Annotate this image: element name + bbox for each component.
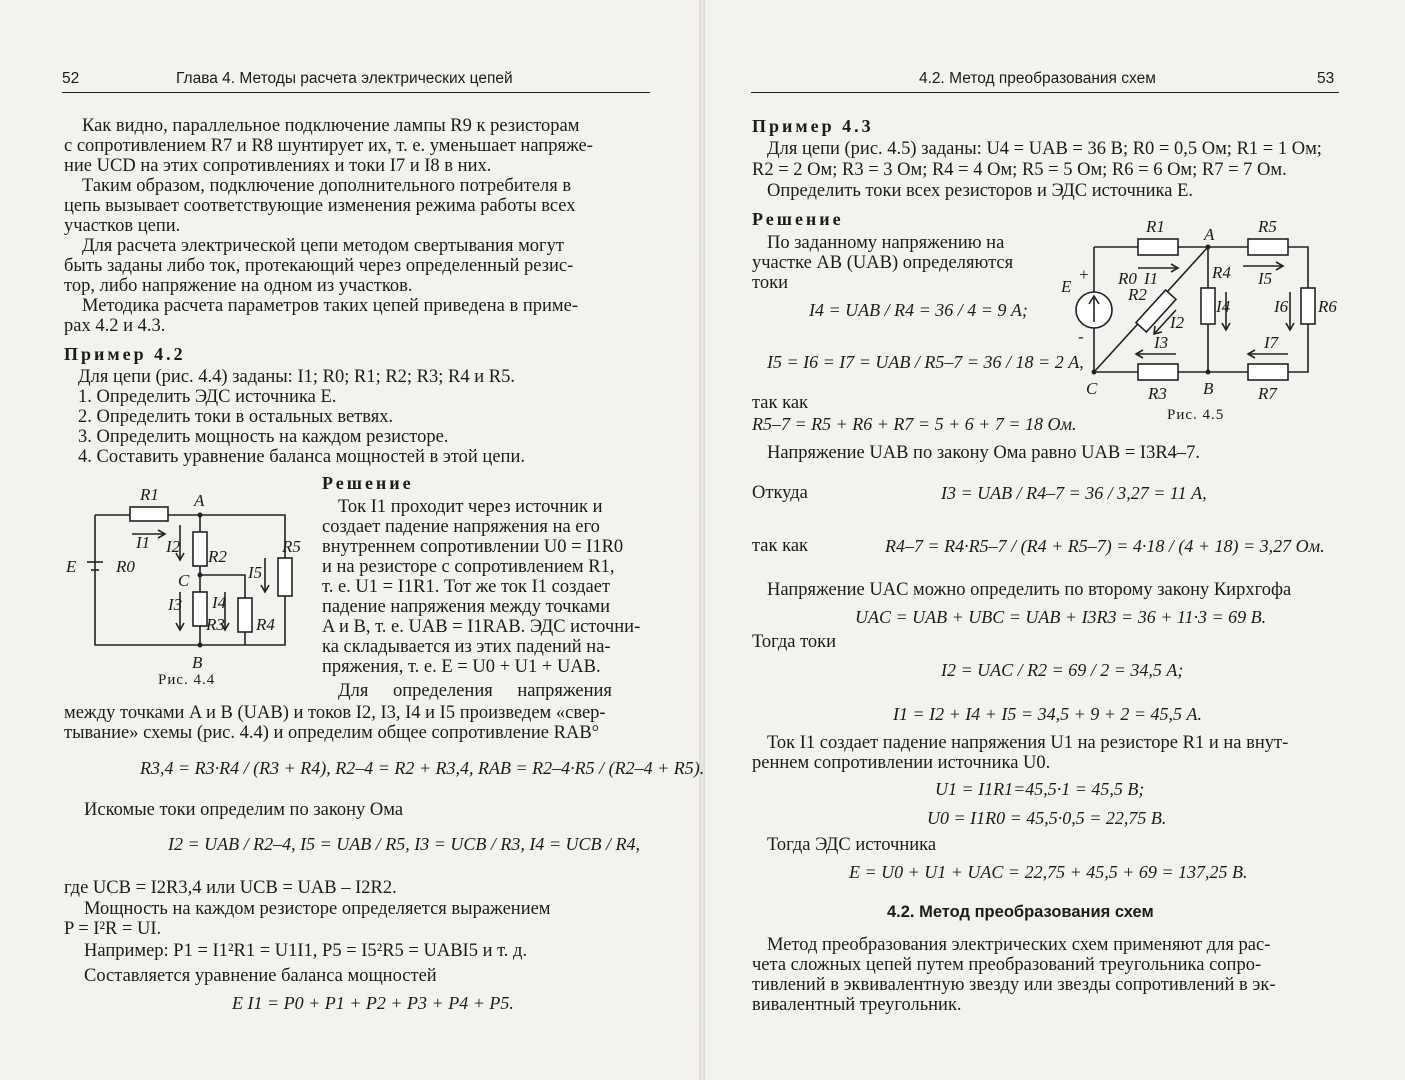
text-line: тор, либо напряжение на одном из участков.: [64, 276, 413, 296]
text-line: с сопротивлением R7 и R8 шунтирует их, т. е. уменьшает напряже-: [64, 136, 593, 156]
label-i5: I5: [1258, 269, 1273, 288]
section-title: 4.2. Метод преобразования схем: [887, 903, 1154, 921]
resistor-r1: [130, 507, 168, 521]
resistor-r5: [278, 558, 292, 596]
solution-line: По заданному напряжению на: [767, 233, 1005, 253]
text-line: между точками A и B (UAB) и токов I2, I3, I4 и I5 произведем «свер-: [64, 703, 606, 723]
solution-line: и на резисторе с сопротивлением R1,: [322, 557, 615, 577]
label-b: B: [192, 653, 203, 672]
text-line: Таким образом, подключение дополнительного потребителя в: [82, 176, 572, 196]
text-line: Для расчета электрической цепи методом свертывания могут: [82, 236, 564, 256]
label-r2: R2: [1128, 285, 1147, 304]
formula-i2: I2 = UAC / R2 = 69 / 2 = 34,5 А;: [941, 660, 1184, 680]
formula-i3: I3 = UAB / R4–7 = 36 / 3,27 = 11 А,: [941, 483, 1207, 503]
resistor-r2: [193, 532, 207, 566]
label-i1: I1: [1144, 269, 1159, 288]
solution-line: внутреннем сопротивлении U0 = I1R0: [322, 537, 624, 557]
text-line: Искомые токи определим по закону Ома: [84, 800, 404, 820]
label-i7: I7: [1264, 333, 1279, 352]
solution-line: ка складывается из этих падений на-: [322, 637, 611, 657]
text-line: Например: P1 = I1²R1 = U1I1, P5 = I5²R5 = UABI5 и т. д.: [84, 941, 528, 961]
formula-i4: I4 = UAB / R4 = 36 / 4 = 9 А;: [809, 300, 1028, 320]
header-rule-right: [751, 92, 1339, 93]
formula-r57: R5–7 = R5 + R6 + R7 = 5 + 6 + 7 = 18 Ом.: [752, 414, 1077, 434]
right-page: [703, 0, 1405, 1080]
label-r1: R1: [1146, 217, 1165, 236]
label-r7: R7: [1258, 384, 1277, 403]
running-header-left: Глава 4. Методы расчета электрических цепей: [176, 70, 513, 87]
label-r3: R3: [1148, 384, 1167, 403]
text-line: Составляется уравнение баланса мощностей: [84, 966, 437, 986]
label-b: B: [1203, 379, 1214, 398]
label-e: E: [66, 557, 77, 576]
solution-title: Решение: [322, 473, 414, 493]
label-r0: R0: [1118, 269, 1137, 288]
label-r0: R0: [116, 557, 135, 576]
text-line: Ток I1 создает падение напряжения U1 на резисторе R1 и на внут-: [767, 733, 1289, 753]
text-line: реннем сопротивлении источника U0.: [752, 753, 1051, 773]
label-i1: I1: [136, 533, 151, 552]
task-line: 3. Определить мощность на каждом резисторе.: [78, 427, 449, 447]
text-line: Методика расчета параметров таких цепей приведена в приме-: [82, 296, 578, 316]
solution-line: т. е. U1 = I1R1. Тот же ток I1 создает: [322, 577, 611, 597]
formula-i5: I5 = I6 = I7 = UAB / R5–7 = 36 / 18 = 2 А,: [767, 352, 1084, 372]
example-title: Пример 4.2: [64, 344, 186, 364]
text-line: где UCB = I2R3,4 или UCB = UAB – I2R2.: [64, 878, 397, 898]
solution-line: пряжения, т. е. E = U0 + U1 + UAB.: [322, 657, 601, 677]
label-i2: I2: [166, 537, 181, 556]
text-line: Тогда токи: [752, 632, 837, 652]
text-line: тивлений в эквивалентную звезду или звезды сопротивлений в эк-: [752, 975, 1276, 995]
resistor-r4: [238, 598, 252, 632]
formula-currents: I2 = UAB / R2–4, I5 = UAB / R5, I3 = UCB / R3, I4 = UCB / R4,: [168, 834, 641, 854]
running-header-right: 4.2. Метод преобразования схем: [919, 70, 1156, 87]
circuit-diagram-4-4: [60, 480, 320, 680]
task-line: Определить токи всех резисторов и ЭДС источника E.: [767, 181, 1194, 201]
task-line: R2 = 2 Ом; R3 = 3 Ом; R4 = 4 Ом; R5 = 5 Ом; R6 = 6 Ом; R7 = 7 Ом.: [752, 160, 1287, 180]
text-line: P = I²R = UI.: [64, 919, 162, 939]
text-line: Откуда: [752, 483, 808, 503]
page-number-left: 52: [62, 70, 80, 87]
header-rule-left: [62, 92, 650, 93]
text-line: участков цепи.: [64, 216, 181, 236]
formula-resistance: R3,4 = R3·R4 / (R3 + R4), R2–4 = R2 + R3,4, RAB = R2–4·R5 / (R2–4 + R5).: [140, 758, 705, 778]
label-r5: R5: [282, 537, 301, 556]
label-i5: I5: [248, 563, 263, 582]
task-line: 1. Определить ЭДС источника E.: [78, 387, 337, 407]
text-line: Напряжение UAB по закону Ома равно UAB = I3R4–7.: [767, 443, 1201, 463]
label-i3: I3: [168, 595, 183, 614]
formula-u1: U1 = I1R1=45,5·1 = 45,5 В;: [935, 779, 1145, 799]
figure-caption-4-5: Рис. 4.5: [1167, 407, 1225, 423]
formula-i1: I1 = I2 + I4 + I5 = 34,5 + 9 + 2 = 45,5 А.: [893, 704, 1202, 724]
solution-line: токи: [752, 273, 788, 293]
task-line: Для цепи (рис. 4.5) заданы: U4 = UAB = 36 В; R0 = 0,5 Ом; R1 = 1 Ом;: [767, 139, 1322, 159]
text-line: Тогда ЭДС источника: [767, 835, 937, 855]
task-line: Для цепи (рис. 4.4) заданы: I1; R0; R1; R2; R3; R4 и R5.: [78, 367, 515, 387]
text-line: Как видно, параллельное подключение лампы R9 к резисторам: [82, 116, 580, 136]
label-r4: R4: [1212, 263, 1231, 282]
page-number-right: 53: [1317, 70, 1335, 87]
solution-line: участке AB (UAB) определяются: [752, 253, 1014, 273]
task-line: 4. Составить уравнение баланса мощностей в этой цепи.: [78, 447, 525, 467]
formula-balance: E I1 = P0 + P1 + P2 + P3 + P4 + P5.: [232, 993, 514, 1013]
label-r1: R1: [140, 485, 159, 504]
label-a: A: [1204, 225, 1215, 244]
formula-u0: U0 = I1R0 = 45,5·0,5 = 22,75 В.: [927, 808, 1167, 828]
text-line: так как: [752, 536, 809, 556]
label-a: A: [194, 491, 205, 510]
task-line: 2. Определить токи в остальных ветвях.: [78, 407, 394, 427]
text-line: тывание» схемы (рис. 4.4) и определим общее сопротивление RAB°: [64, 723, 600, 743]
text-line: Мощность на каждом резисторе определяется выражением: [84, 899, 551, 919]
text-line: Напряжение UAC можно определить по второму закону Кирхгофа: [767, 580, 1292, 600]
resistor-r6: [1301, 288, 1315, 324]
label-r6: R6: [1318, 297, 1337, 316]
label-minus: -: [1078, 327, 1084, 346]
text-line: цепь вызывает соответствующие изменения режима работы всех: [64, 196, 576, 216]
label-i2: I2: [1170, 313, 1185, 332]
circuit-diagram-4-5: [1058, 212, 1358, 407]
label-i4: I4: [212, 593, 227, 612]
label-e: E: [1061, 277, 1072, 296]
solution-line: A и B, т. е. UAB = I1RAB. ЭДС источни-: [322, 617, 641, 637]
label-i4: I4: [1216, 297, 1231, 316]
label-i3: I3: [1154, 333, 1169, 352]
label-r3: R3: [206, 615, 225, 634]
text-line: так как: [752, 393, 809, 413]
label-c: C: [1086, 379, 1098, 398]
formula-e: E = U0 + U1 + UAC = 22,75 + 45,5 + 69 = 137,25 В.: [849, 862, 1248, 882]
formula-uac: UAC = UAB + UBC = UAB + I3R3 = 36 + 11·3 = 69 В.: [855, 607, 1267, 627]
text-line: быть заданы либо ток, протекающий через определенный резис-: [64, 256, 574, 276]
resistor-r7: [1248, 364, 1288, 380]
formula-r47: R4–7 = R4·R5–7 / (R4 + R5–7) = 4·18 / (4 + 18) = 3,27 Ом.: [885, 536, 1325, 556]
text-line: вивалентный треугольник.: [752, 995, 962, 1015]
resistor-r5: [1248, 239, 1288, 255]
label-r2: R2: [208, 547, 227, 566]
label-r4: R4: [256, 615, 275, 634]
label-plus: +: [1078, 265, 1090, 284]
resistor-r3: [1138, 364, 1178, 380]
resistor-r4: [1201, 288, 1215, 324]
label-c: C: [178, 571, 190, 590]
resistor-r1: [1138, 239, 1178, 255]
solution-line: создает падение напряжения на его: [322, 517, 600, 537]
figure-caption-4-4: Рис. 4.4: [158, 672, 216, 688]
text-line: рах 4.2 и 4.3.: [64, 316, 166, 336]
solution-line: Ток I1 проходит через источник и: [338, 497, 603, 517]
label-r5: R5: [1258, 217, 1277, 236]
label-i6: I6: [1274, 297, 1289, 316]
text-line: чета сложных цепей путем преобразований треугольника сопро-: [752, 955, 1262, 975]
text-line: Метод преобразования электрических схем применяют для рас-: [767, 935, 1271, 955]
solution-title: Решение: [752, 209, 844, 229]
solution-line: Для определения напряжения: [338, 681, 612, 701]
example-title: Пример 4.3: [752, 116, 874, 136]
text-line: ние UCD на этих сопротивлениях и токи I7 и I8 в них.: [64, 156, 492, 176]
resistor-r3: [193, 592, 207, 626]
solution-line: падение напряжения между точками: [322, 597, 611, 617]
